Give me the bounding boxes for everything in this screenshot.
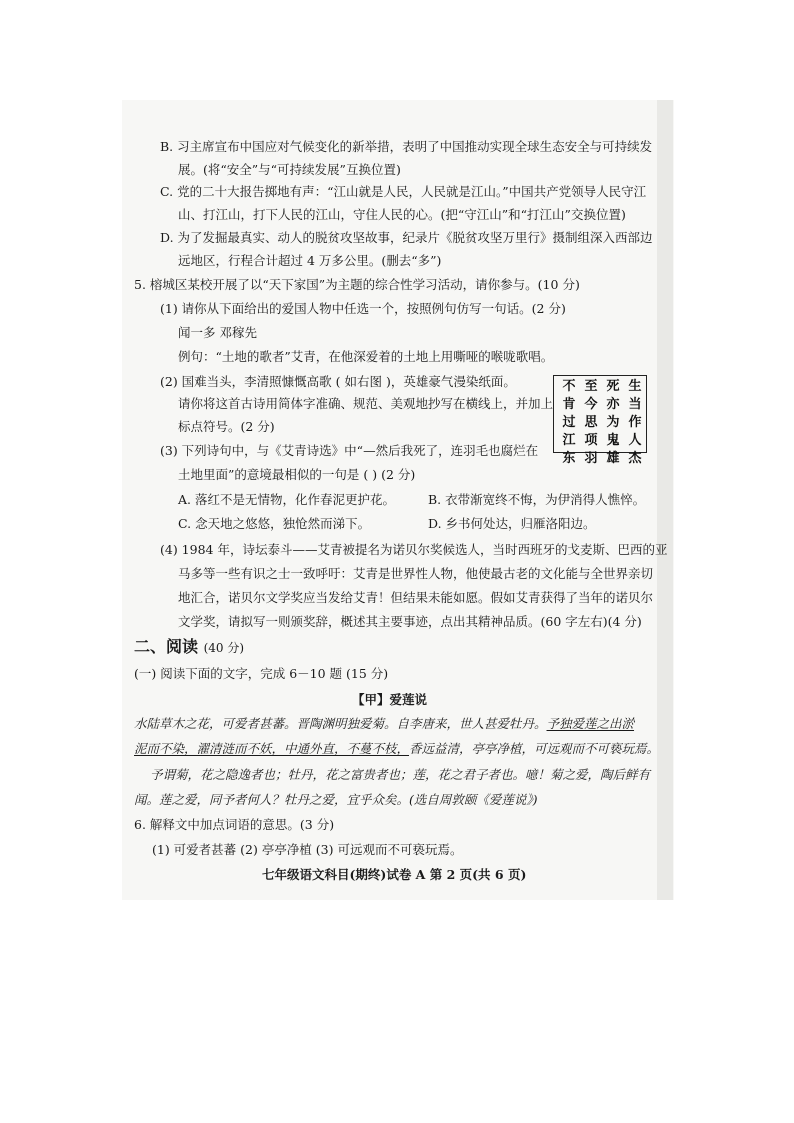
poem-column: 死 亦 为 鬼 雄 <box>606 379 620 466</box>
para1-plain: 水陆草木之花，可爱者甚蕃。晋陶渊明独爱菊。自李唐来，世人甚爱牡丹。 <box>134 716 547 731</box>
page-footer: 七年级语文科目(期终)试卷 A 第 2 页(共 6 页) <box>262 867 527 882</box>
q5-part2-line1: (2) 国难当头，李清照慷慨高歌 ( 如右图 )，英雄豪气漫染纸面。 <box>160 374 516 389</box>
option-d-line2: 远地区，行程合计超过 4 万多公里。(删去“多”) <box>178 253 442 268</box>
q5-part3-line1: (3) 下列诗句中，与《艾青诗选》中“—然后我死了，连羽毛也腐烂在 <box>160 443 539 458</box>
q5-part2-line3: 标点符号。(2 分) <box>178 419 275 434</box>
q6-stem: 6. 解释文中加点词语的意思。(3 分) <box>134 817 335 832</box>
option-b-line2: 展。(将“安全”与“可持续发展”互换位置) <box>178 162 401 177</box>
classical-text-para4: 闻。莲之爱，同予者何人？牡丹之爱，宜乎众矣。(选自周敦颐《爱莲说》) <box>134 792 538 807</box>
q5-part3-line2: 土地里面”的意境最相似的一句是 ( ) (2 分) <box>178 467 416 482</box>
q5-stem: 5. 榕城区某校开展了以“天下家国”为主题的综合性学习活动，请你参与。(10 分) <box>134 277 580 292</box>
q5-part2-line2: 请你将这首古诗用简体字准确、规范、美观地抄写在横线上，并加上 <box>178 396 554 411</box>
section-score: (40 分) <box>203 641 245 655</box>
section-title-text: 二、阅读 <box>134 637 199 656</box>
q5-part1: (1) 请你从下面给出的爱国人物中任选一个，按照例句仿写一句话。(2 分) <box>160 301 566 316</box>
option-c-line2: 山、打江山，打下人民的江山，守住人民的心。(把“守江山”和“打江山”交换位置) <box>178 207 626 222</box>
section-title <box>134 639 244 656</box>
q5-part3-option-c: C. 念天地之悠悠，独怆然而涕下。 <box>178 516 371 531</box>
para2-plain: 香远益清，亭亭净植，可远观而不可亵玩焉。 <box>409 741 660 756</box>
calligraphy-poem-image <box>553 375 647 466</box>
q5-part3-option-a: A. 落红不是无情物，化作春泥更护花。 <box>178 492 395 507</box>
para1-underlined: 予独爱莲之出淤 <box>546 716 635 731</box>
q5-part3-option-d: D. 乡书何处达，归雁洛阳边。 <box>428 516 596 531</box>
subsection-title: (一) 阅读下面的文字，完成 6－10 题 (15 分) <box>134 666 389 681</box>
option-c-line1: C. 党的二十大报告掷地有声：“江山就是人民，人民就是江山。”中国共产党领导人民守江 <box>160 184 647 199</box>
text-title: 【甲】爱莲说 <box>352 692 428 707</box>
poem-column: 不 肯 过 江 东 <box>562 379 576 466</box>
option-b-line1: B. 习主席宣布中国应对气候变化的新举措，表明了中国推动实现全球生态安全与可持续发 <box>160 139 653 154</box>
classical-text-para1 <box>134 716 634 732</box>
q5-part1-names: 闻一多 邓稼先 <box>178 325 257 340</box>
q6-items: (1) 可爱者甚蕃 (2) 亭亭净植 (3) 可远观而不可亵玩焉。 <box>152 842 463 857</box>
q5-part1-example: 例句：“土地的歌者”艾青，在他深爱着的土地上用嘶哑的喉咙歌唱。 <box>178 349 554 364</box>
option-d-line1: D. 为了发掘最真实、动人的脱贫攻坚故事，纪录片《脱贫攻坚万里行》摄制组深入西部边 <box>160 230 653 245</box>
classical-text-para2 <box>134 741 659 757</box>
scan-edge-shadow <box>657 100 673 900</box>
classical-text-para3: 予谓菊，花之隐逸者也；牡丹，花之富贵者也；莲，花之君子者也。噫！菊之爱，陶后鲜有 <box>150 767 651 782</box>
q5-part4-line3: 地汇合，诺贝尔文学奖应当发给艾青！但结果未能如愿。假如艾青获得了当年的诺贝尔 <box>178 590 654 605</box>
poem-column: 生 当 作 人 杰 <box>628 379 642 466</box>
q5-part3-option-b: B. 衣带渐宽终不悔，为伊消得人憔悴。 <box>428 492 646 507</box>
para2-underlined: 泥而不染，濯清涟而不妖，中通外直，不蔓不枝， <box>134 741 410 756</box>
q5-part4-line4: 文学奖，请拟写一则颁奖辞，概述其主要事迹，点出其精神品质。(60 字左右)(4 分) <box>178 614 642 629</box>
poem-column: 至 今 思 项 羽 <box>584 379 598 466</box>
q5-part4-line2: 马多等一些有识之士一致呼吁：艾青是世界性人物，他使最古老的文化能与全世界亲切 <box>178 566 654 581</box>
q5-part4-line1: (4) 1984 年，诗坛泰斗——艾青被提名为诺贝尔奖候选人，当时西班牙的戈麦斯、巴西的亚 <box>160 542 668 557</box>
